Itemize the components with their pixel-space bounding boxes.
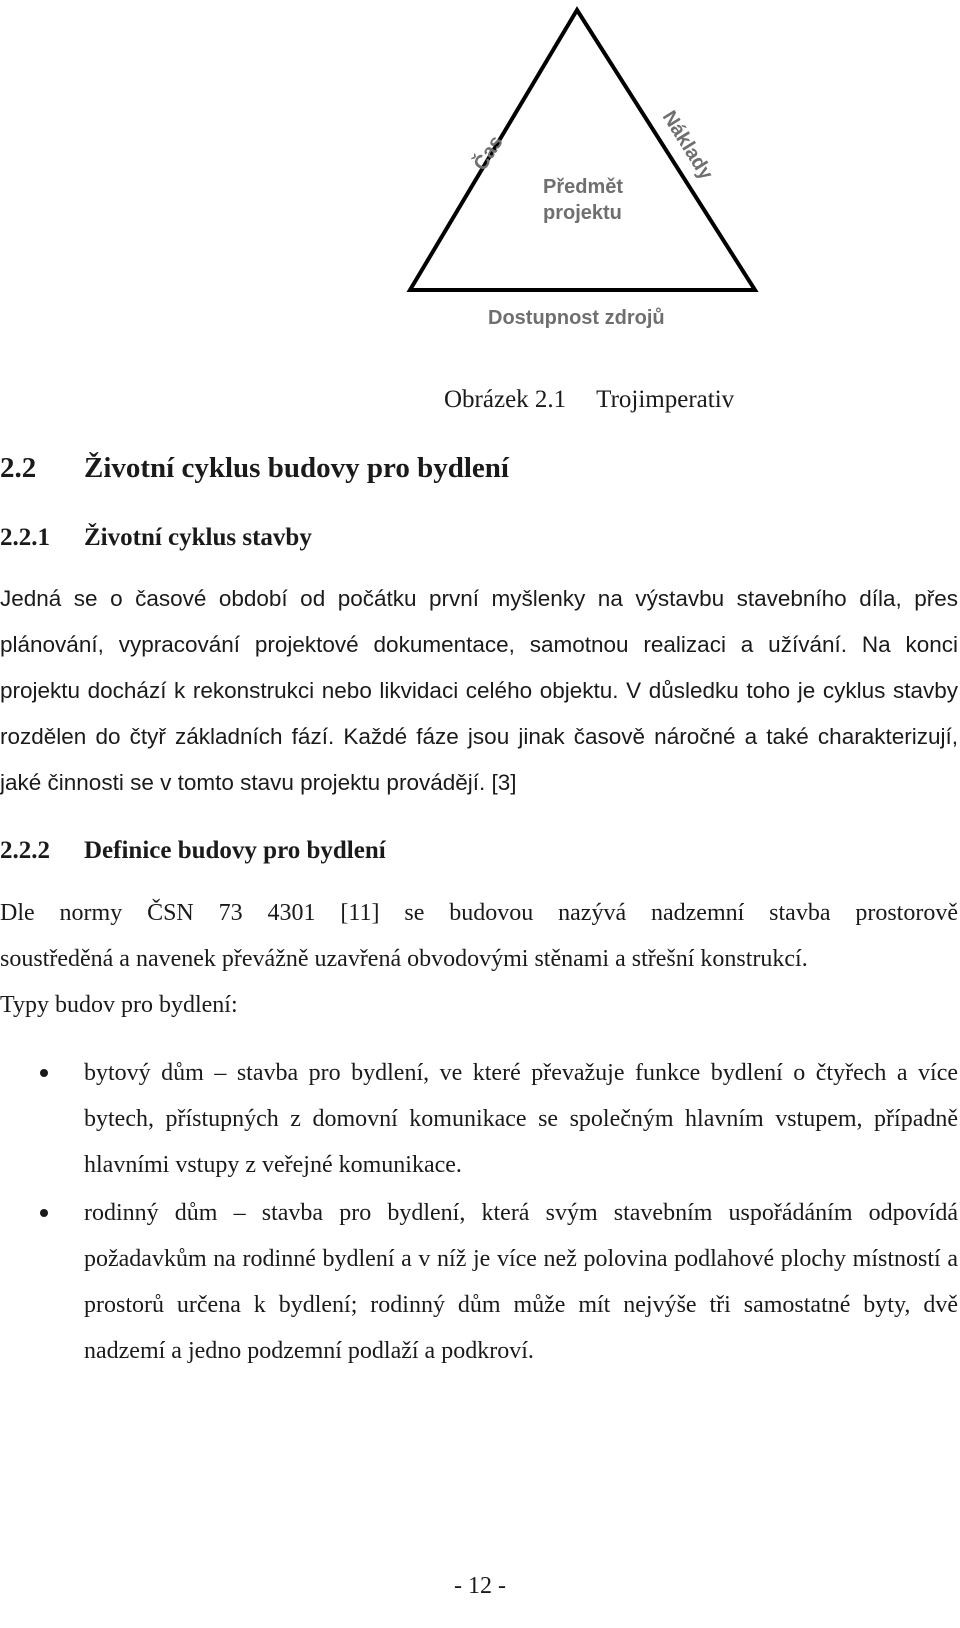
label-resources: Dostupnost zdrojů <box>488 307 665 329</box>
bullet-icon <box>40 1209 48 1217</box>
bullet-icon <box>40 1069 48 1077</box>
label-time: Čas <box>469 131 508 175</box>
caption-title: Trojimperativ <box>596 386 735 413</box>
subsection-title-2: Definice budovy pro bydlení <box>84 837 386 864</box>
caption-number: Obrázek 2.1 <box>444 386 567 413</box>
label-costs: Náklady <box>657 106 718 184</box>
figure-caption <box>444 386 734 414</box>
paragraph-life-cycle: Jedná se o časové období od počátku první myšlenky na výstavbu stavebního díla, přes plánování, vypracování projektové dokumentace, samotnou realizaci a užívání. Na konci projektu dochází k rekonstrukci nebo likvidaci celého objektu. V důsledku toho je cyklus stavby rozdělen do čtyř základních fází. Každé fáze jsou jinak časově náročné a také charakterizují, jaké činnosti se v tomto stavu projektu provádějí. [3] <box>0 586 958 795</box>
definition-line-2: soustředěná a navenek převážně uzavřená obvodovými stěnami a střešní konstrukcí. <box>0 946 808 972</box>
list-item <box>0 1050 958 1188</box>
subsection-number-2: 2.2.2 <box>0 837 50 864</box>
section-heading <box>0 452 509 485</box>
list-item <box>0 1190 958 1374</box>
section-title: Životní cyklus budovy pro bydlení <box>84 452 509 484</box>
triangle-diagram <box>400 0 798 350</box>
section-number: 2.2 <box>0 452 37 484</box>
paragraph-definition <box>0 890 958 1028</box>
subsection-heading-2 <box>0 837 386 865</box>
page-number: - 12 - <box>454 1573 506 1599</box>
list-item-text: rodinný dům – stavba pro bydlení, která svým stavebním uspořádáním odpovídá požadavkům na rodinné bydlení a v níž je více než polovina podlahové plochy místností a prostorů určena k bydlení; rodinný dům může mít nejvýše tři samostatné byty, dvě nadzemí a jedno podzemní podlaží a podkroví. <box>84 1200 958 1364</box>
label-subject-line2: projektu <box>543 202 622 224</box>
subsection-number-1: 2.2.1 <box>0 524 50 551</box>
list-item-text: bytový dům – stavba pro bydlení, ve které převažuje funkce bydlení o čtyřech a více bytech, přístupných z domovní komunikace se společným hlavním vstupem, případně hlavními vstupy z veřejné komunikace. <box>84 1060 958 1178</box>
label-subject-line1: Předmět <box>543 176 624 198</box>
building-types-list <box>0 1050 958 1376</box>
definition-line-1: Dle normy ČSN 73 4301 [11] se budovou nazývá nadzemní stavba prostorově <box>0 900 958 926</box>
subsection-heading-1 <box>0 524 312 552</box>
definition-line-3: Typy budov pro bydlení: <box>0 992 238 1018</box>
trojimperativ-figure <box>400 0 798 350</box>
subsection-title-1: Životní cyklus stavby <box>84 524 312 551</box>
